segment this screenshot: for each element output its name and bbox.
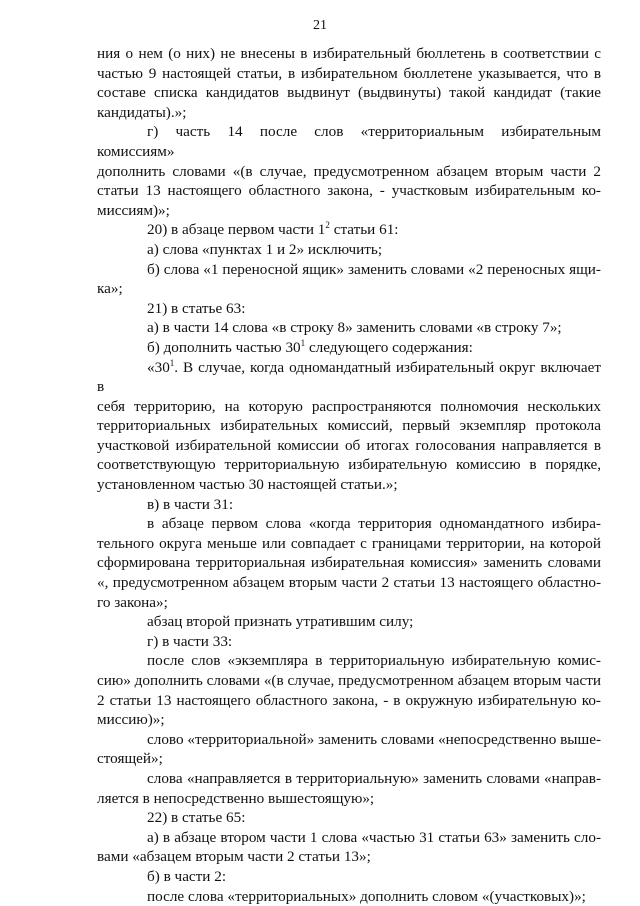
text-line	[97, 593, 601, 613]
text-run: 20) в абзаце первом части 1	[147, 221, 326, 239]
text-line	[97, 299, 601, 319]
text-line	[97, 397, 601, 417]
text-run: миссию)»;	[97, 711, 165, 729]
text-run: слова «направляется в территориальную» заменить словами «направ-	[147, 769, 601, 787]
text-line	[97, 769, 601, 789]
text-line	[97, 612, 601, 632]
text-line	[97, 749, 601, 769]
text-line	[97, 44, 601, 64]
text-run: б) дополнить частью 30	[147, 338, 301, 356]
text-run: после слова «территориальных» дополнить словом «(участковых)»;	[147, 887, 586, 905]
text-line	[97, 671, 601, 691]
text-run: в) в части 31:	[147, 495, 234, 513]
text-run: тельного округа меньше или совпадает с границами территории, на которой	[97, 534, 601, 552]
text-run: территориальных избирательных комиссий, первый экземпляр протокола	[97, 417, 601, 435]
text-line	[97, 64, 601, 84]
text-run: ка»;	[97, 280, 123, 298]
text-run: го закона»;	[97, 593, 168, 611]
text-line	[97, 201, 601, 221]
text-line	[97, 455, 601, 475]
text-run: сформирована территориальная избирательная комиссия» заменить словами	[97, 554, 601, 572]
text-run: себя территорию, на которую распространяются полномочия нескольких	[97, 397, 601, 415]
text-run: в абзаце первом слова «когда территория одномандатного избира-	[147, 515, 601, 533]
text-run: после слов «экземпляра в территориальную избирательную комис-	[147, 652, 601, 670]
text-line	[97, 514, 601, 534]
text-line	[97, 279, 601, 299]
text-run: сию» дополнить словами «(в случае, предусмотренном абзацем вторым части	[97, 672, 601, 689]
text-run: а) слова «пунктах 1 и 2» исключить;	[147, 240, 383, 258]
text-line	[97, 789, 601, 809]
text-line	[97, 475, 601, 495]
text-line	[97, 573, 601, 593]
text-run: ляется в непосредственно вышестоящую»;	[97, 789, 375, 807]
text-line	[97, 240, 601, 260]
text-line	[97, 710, 601, 730]
superscript-index: 1	[169, 357, 175, 368]
text-run: частью 9 настоящей статьи, в избирательном бюллетене указывается, что в	[97, 64, 601, 82]
text-run: кандидаты).»;	[97, 103, 187, 121]
text-run: слово «территориальной» заменить словами «непосредственно выше-	[147, 730, 601, 748]
text-line	[97, 691, 601, 711]
text-run: ния о нем (о них) не внесены в избирательный бюллетень в соответствии с	[97, 45, 601, 62]
superscript-index: 2	[325, 220, 330, 231]
text-line	[97, 887, 601, 906]
text-line	[97, 534, 601, 554]
text-run: стоящей»;	[97, 750, 163, 768]
text-line	[97, 730, 601, 750]
text-line	[97, 436, 601, 456]
text-run: участковой избирательной комиссии об итогах голосования направляется в	[97, 436, 601, 454]
text-run: составе списка кандидатов выдвинут (выдвинуты) такой кандидат (такие	[97, 84, 601, 102]
text-run: г) часть 14 после слов «территориальным избирательным комиссиям»	[97, 123, 601, 160]
text-line	[97, 83, 601, 103]
text-run: а) в абзаце втором части 1 слова «частью 31 статьи 63» заменить сло-	[147, 828, 601, 846]
text-run: 22) в статье 65:	[147, 809, 246, 827]
text-run: «, предусмотренном абзацем вторым части 2 статьи 13 настоящего областно-	[97, 574, 601, 592]
text-run: дополнить словами «(в случае, предусмотренном абзацем вторым части 2	[97, 162, 601, 180]
text-line	[97, 632, 601, 652]
text-run: г) в части 33:	[147, 632, 233, 650]
text-line	[97, 867, 601, 887]
text-line	[97, 495, 601, 515]
text-run: 2 статьи 13 настоящего областного закона, - в окружную избирательную ко-	[97, 691, 601, 709]
page-number: 21	[313, 18, 327, 33]
text-line	[97, 828, 601, 848]
text-run: миссиям)»;	[97, 201, 170, 219]
text-run: установленном частью 30 настоящей статьи.»;	[97, 476, 398, 494]
text-run: «30	[147, 358, 170, 376]
text-line	[97, 318, 601, 338]
text-run: 21) в статье 63:	[147, 299, 246, 317]
text-line	[97, 220, 601, 240]
text-line	[97, 162, 601, 182]
text-run: абзац второй признать утратившим силу;	[147, 613, 414, 631]
text-line	[97, 181, 601, 201]
text-line	[97, 651, 601, 671]
text-run: б) слова «1 переносной ящик» заменить словами «2 переносных ящи-	[147, 260, 601, 278]
text-line	[97, 358, 601, 397]
text-run: б) в части 2:	[147, 867, 227, 885]
text-run: статьи 61:	[329, 221, 399, 239]
text-line	[97, 103, 601, 123]
document-body	[97, 44, 601, 906]
text-run: статьи 13 настоящего областного закона, - участковым избирательным ко-	[97, 182, 601, 200]
text-line	[97, 338, 601, 358]
text-line	[97, 808, 601, 828]
text-run: . В случае, когда одномандатный избирательный округ включает в	[97, 358, 601, 396]
text-run: следующего содержания:	[305, 338, 473, 356]
text-line	[97, 122, 601, 161]
text-line	[97, 416, 601, 436]
text-line	[97, 553, 601, 573]
superscript-index: 1	[300, 337, 306, 348]
text-run: а) в части 14 слова «в строку 8» заменить словами «в строку 7»;	[147, 319, 562, 337]
text-run: вами «абзацем вторым части 2 статьи 13»;	[97, 848, 371, 866]
text-run: соответствующую территориальную избирательную комиссию в порядке,	[97, 456, 601, 474]
text-line	[97, 847, 601, 867]
text-line	[97, 260, 601, 280]
